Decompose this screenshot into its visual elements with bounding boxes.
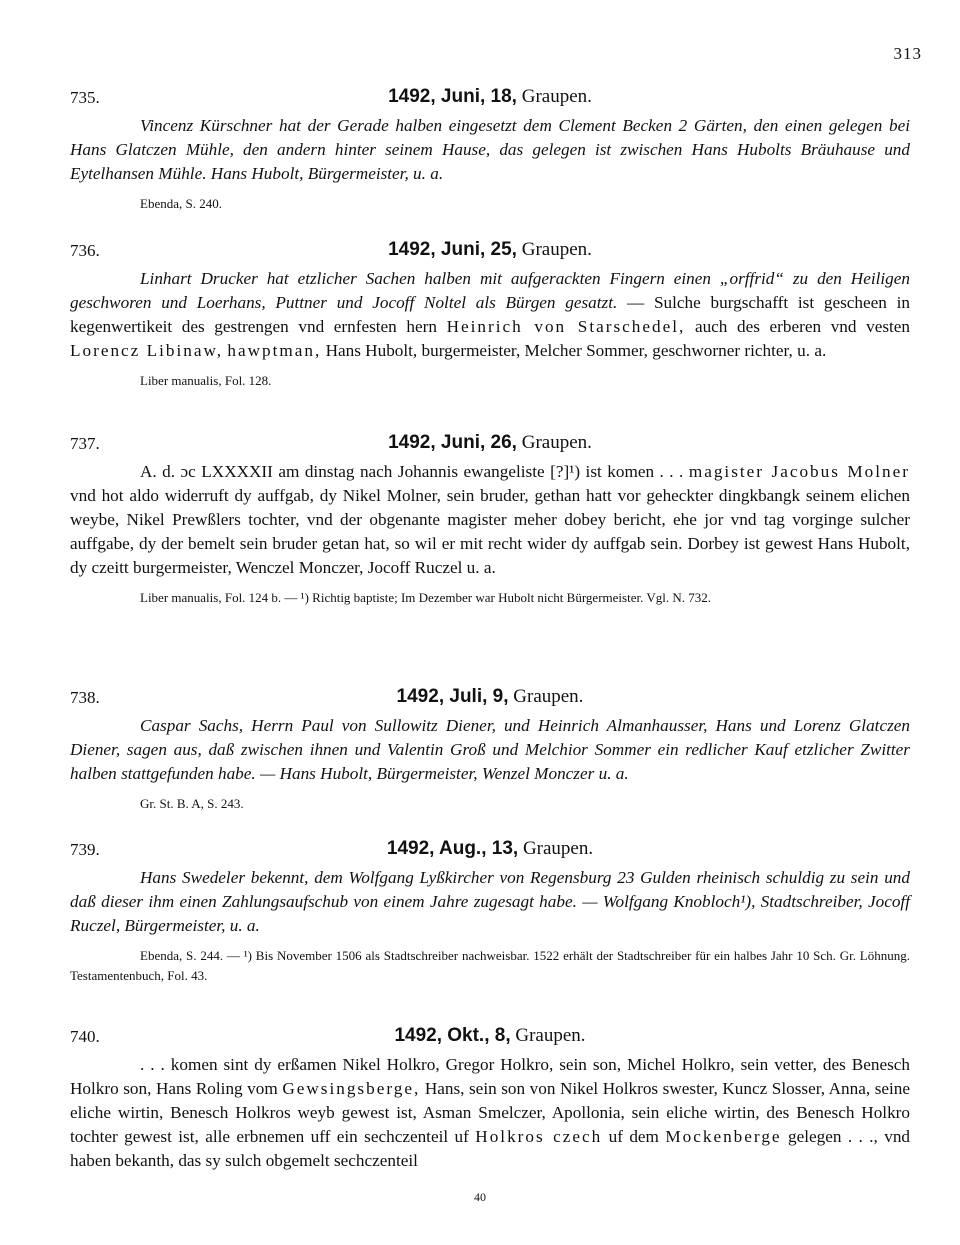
regest-text: Vincenz Kürschner hat der Gerade halben eingesetzt dem Clement Becken 2 Gärten, den einen gelegen bei Hans Glatczen Mühle, den andern hinter seinem Hause, das gelegen ist zwischen Hans Hubolts Bräuhause und Eytelhansen Mühle. Hans Hubolt, Bürgermeister, u. a. <box>70 116 910 183</box>
entry-heading <box>70 434 910 460</box>
entry-735 <box>70 88 910 214</box>
entry-date <box>70 1025 910 1047</box>
entry-number: 737. <box>70 434 100 453</box>
entry-heading <box>70 241 910 267</box>
entry-heading <box>70 688 910 714</box>
entry-739 <box>70 840 910 986</box>
entry-heading <box>70 1027 910 1053</box>
place-text: Graupen. <box>521 432 592 453</box>
place-text: Graupen. <box>521 86 592 107</box>
entry-number: 736. <box>70 241 100 260</box>
entry-736 <box>70 241 910 391</box>
date-text: 1492, Juni, 26, <box>388 432 517 453</box>
person-name: Lorencz Libinaw, <box>70 341 224 360</box>
text-segment: vnd hot aldo widerruft dy auffgab, dy Nikel Molner, sein bruder, gethan hatt vor geheckter dingkbangk seinem elichen weybe, Nikel Prewßlers tochter, vnd der obgenante magister meher dobey bericht, ehe jor vnd tag vorginge sulcher auffgabe, dy der bemelt sein bruder getan hat, so wil er mit recht wider dy auffgab sein. Dorbey ist gewest Hans Hubolt, dy czeitt burgermeister, Wenczel Monczer, Jocoff Ruczel u. a. <box>70 486 910 577</box>
printer-signature: 40 <box>474 1190 486 1204</box>
text-segment: gelegen . . ., vnd haben bekanth, das sy sulch obgemelt sechczenteil <box>70 1127 911 1170</box>
entry-740 <box>70 1027 910 1173</box>
entry-date <box>70 432 910 454</box>
person-name: magister Jacobus Molner <box>688 462 910 481</box>
date-text: 1492, Okt., 8, <box>394 1025 511 1046</box>
date-text: 1492, Juli, 9, <box>396 686 509 707</box>
place-name: Mockenberge <box>665 1127 782 1146</box>
place-name: Gewsingsberge, <box>282 1079 421 1098</box>
regest-text: Hans Swedeler bekennt, dem Wolfgang Lyßkircher von Regensburg 23 Gulden rheinisch schuldig zu sein und daß dieser ihm einen Zahlungsaufschub von einem Jahre zugesagt habe. — Wolfgang Knobloch¹), Stadtschreiber, Jocoff Ruczel, Bürgermeister, u. a. <box>70 868 910 935</box>
date-text: 1492, Juni, 25, <box>388 239 517 260</box>
source-note: Ebenda, S. 244. — ¹) Bis November 1506 als Stadtschreiber nachweisbar. 1522 erhält der Stadtschreiber für ein halbes Jahr 10 Sch. Gr. Löhnung. Testamentenbuch, Fol. 43. <box>70 948 910 983</box>
entry-738 <box>70 688 910 814</box>
entry-737 <box>70 434 910 608</box>
text-segment: auch des erberen vnd vesten <box>694 317 911 336</box>
source-note: Liber manualis, Fol. 128. <box>140 373 272 388</box>
entry-date <box>70 686 910 708</box>
entry-date <box>70 239 910 261</box>
entry-text <box>70 267 910 363</box>
entry-number: 738. <box>70 688 100 707</box>
text-segment: Hans, sein son von Nikel Holkros swester, Kuncz Slosser, Anna, seine eliche wirtin, Benesch Holkros weyb gewest ist, Asman Smelczer, Apollonia, sein eliche wirtin, des Benesch Holkro tochter gewest ist, alle erbnemen uff ein sechczenteil uf <box>70 1079 911 1146</box>
entry-text <box>70 460 910 580</box>
entry-date <box>70 86 910 108</box>
entry-text <box>70 1053 910 1173</box>
text-segment: . . . komen sint dy erßamen Nikel Holkro, Gregor Holkro, sein son, Michel Holkro, sein vetter, des Benesch Holkro son, Hans Roling vom <box>70 1055 910 1098</box>
place-text: Graupen. <box>515 1025 586 1046</box>
date-text: 1492, Juni, 18, <box>388 86 517 107</box>
text-segment: A. d. ɔc LXXXXII am dinstag nach Johannis ewangeliste [?]¹) ist komen . . . <box>140 462 684 481</box>
source-note: Liber manualis, Fol. 124 b. — ¹) Richtig baptiste; Im Dezember war Hubolt nicht Bürgermeister. Vgl. N. 732. <box>140 590 711 605</box>
entry-date <box>70 838 910 860</box>
place-text: Graupen. <box>522 838 594 859</box>
entry-number: 739. <box>70 840 100 859</box>
entry-heading <box>70 840 910 866</box>
source-note: Ebenda, S. 240. <box>140 196 222 211</box>
mine-name: Holkros czech <box>475 1127 603 1146</box>
entry-heading <box>70 88 910 114</box>
source-note: Gr. St. B. A, S. 243. <box>140 796 244 811</box>
text-segment: Hans Hubolt, burgermeister, Melcher Sommer, geschworner richter, u. a. <box>325 341 827 360</box>
entry-number: 735. <box>70 88 100 107</box>
regest-text: Caspar Sachs, Herrn Paul von Sullowitz Diener, und Heinrich Almanhausser, Hans und Lorenz Glatczen Diener, sagen aus, daß zwischen ihnen und Valentin Groß und Melchior Sommer ein redlicher Kauf etzlicher Zwitter halben stattgefunden habe. — Hans Hubolt, Bürgermeister, Wenzel Monczer u. a. <box>70 716 910 783</box>
date-text: 1492, Aug., 13, <box>386 838 519 859</box>
person-title: hawptman, <box>227 341 322 360</box>
place-text: Graupen. <box>521 239 592 260</box>
text-segment: — Sulche burgschafft ist gescheen in kegenwertikeit des gestrengen vnd ernfesten hern <box>70 293 910 336</box>
entry-number: 740. <box>70 1027 100 1046</box>
regest-text: Linhart Drucker hat etzlicher Sachen halben mit aufgerackten Fingern einen „orffrid“ zu den Heiligen geschworen und Loerhans, Puttner und Jocoff Noltel als Bürgen gesatzt. <box>70 269 910 312</box>
page-number: 313 <box>893 44 922 63</box>
person-name: Heinrich von Starschedel, <box>446 317 686 336</box>
text-segment: uf dem <box>608 1127 659 1146</box>
place-text: Graupen. <box>513 686 584 707</box>
